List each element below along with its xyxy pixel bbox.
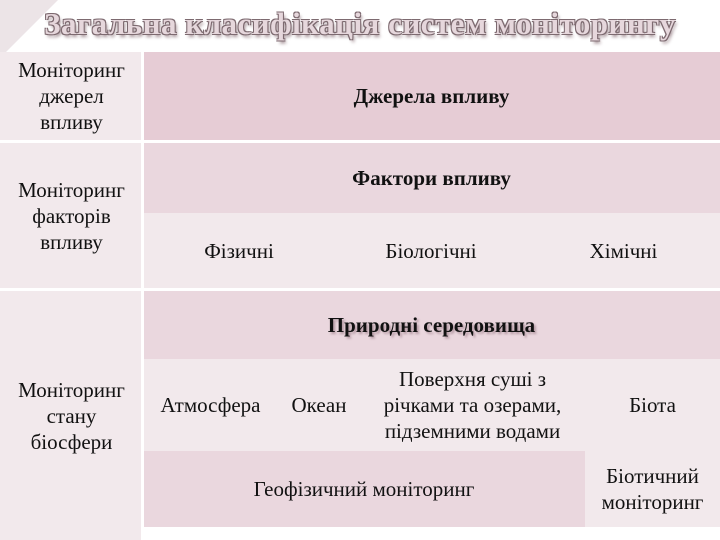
sources-header: Джерела впливу	[143, 52, 720, 140]
env-atmosphere: Атмосфера	[143, 359, 278, 451]
env-biota: Біота	[585, 359, 720, 451]
page-title: Загальна класифікація систем моніторингу	[44, 6, 676, 41]
geophysical-monitoring: Геофізичний моніторинг	[143, 451, 585, 527]
biotic-monitoring: Біотичний моніторинг	[585, 451, 720, 527]
sources-monitoring-label: Моніторинг джерел впливу	[0, 52, 143, 140]
natural-environments-header: Природні середовища	[143, 291, 720, 359]
column-divider	[141, 52, 144, 540]
factor-chemical: Хімічні	[527, 213, 720, 288]
factor-physical: Фізичні	[143, 213, 335, 288]
row-divider	[0, 288, 720, 291]
env-land-surface: Поверхня суші з річками та озерами, підземними водами	[360, 359, 585, 451]
factors-monitoring-label: Моніторинг факторів впливу	[0, 143, 143, 288]
factors-header: Фактори впливу	[143, 143, 720, 213]
biosphere-monitoring-label: Моніторинг стану біосфери	[0, 291, 143, 540]
factor-biological: Біологічні	[335, 213, 527, 288]
env-ocean: Океан	[278, 359, 360, 451]
row-divider	[0, 140, 720, 143]
